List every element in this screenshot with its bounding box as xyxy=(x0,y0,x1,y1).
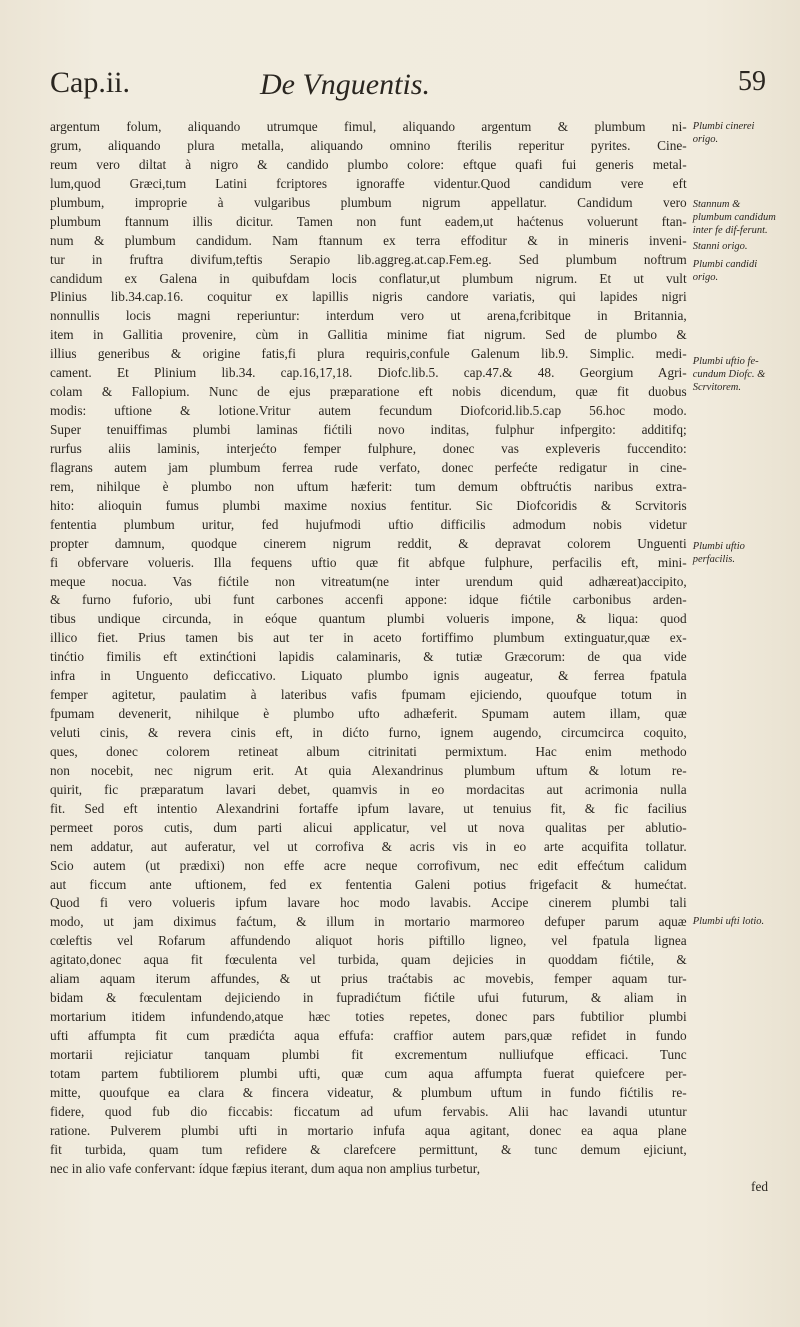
text-line: nonnullis locis magni reperiuntur: interdum vero ut arena,fcribitque in Britannia, xyxy=(50,308,687,324)
text-line: propter damnum, quodque cinerem nigrum reddit, & depravat colorem Unguenti xyxy=(50,535,687,551)
text-line: & furno fuforio, ubi funt carbones accenfi appone: idque fićtile carbonibus arden- xyxy=(50,592,687,608)
text-line: infra in Unguento deficcativo. Liquato plumbo ignis augeatur, & ferrea fpatula xyxy=(50,668,687,684)
text-line: quirit, fic præparatum lavari debet, quamvis in eo mordacitas aut acrimonia nulla xyxy=(50,781,687,797)
text-line: modo, ut jam diximus faćtum, & illum in mortario marmoreo defuper parum aquæ xyxy=(50,914,687,930)
text-line: bidam & fœculentam dejiciendo in fupradićtum fićtile ufui futurum, & aliam in xyxy=(50,990,687,1006)
text-line: candidum ex Galena in quibufdam locis conflatur,ut plumbum nigrum. Et ut vult xyxy=(50,270,687,286)
text-line: illius generibus & origine fatis,fi plura requiris,confule Galenum lib.9. Simplic. medi- xyxy=(50,346,687,362)
text-line: cament. Et Plinium lib.34. cap.16,17,18. Diofc.lib.5. cap.47.& 48. Georgium Agri- xyxy=(50,365,687,381)
margin-note: Stanni origo. xyxy=(692,241,748,252)
text-line: Quod fi vero volueris ipfum lavare hoc modo lavabis. Accipe cinerem plumbi tali xyxy=(50,895,687,911)
text-line: femper agitetur, paulatim à lateribus vafis fpumam ejiciendo, quoufque totum in xyxy=(50,687,687,703)
text-line: plumbum ftannum illis dicitur. Tamen non funt eadem,ut haćtenus voluerunt ftan- xyxy=(50,213,687,229)
text-line: num & plumbum candidum. Nam ftannum ex terra effoditur & in mineris inveni- xyxy=(50,232,687,248)
text-line: ufti affumpta fit cum prædićta aqua effufa: craffior autem pars,quæ refidet in fundo xyxy=(50,1028,687,1043)
text-line: nem addatur, aut auferatur, vel ut corrofiva & acris vis in eo arte acquifita tollatur. xyxy=(50,838,687,854)
text-line: fit turbida, quam tum refidere & clarefcere permittunt, & tunc demum ejiciunt, xyxy=(50,1141,687,1157)
margin-note: Plumbi cinerei origo. xyxy=(692,121,755,145)
text-line: tinćtio fimilis eft extinćtioni lapidis calaminaris, & tutiæ Græcorum: de qua vide xyxy=(50,649,687,665)
margin-note: Stannum & plumbum candidum inter fe dif-ferunt. xyxy=(692,199,776,236)
text-line: ques, donec colorem retineat album citrinitati permixtum. Hac enim methodo xyxy=(50,743,687,759)
text-line: fententia plumbum uritur, fed hujufmodi uftio difficilis admodum nobis videtur xyxy=(50,516,687,532)
text-line: item in Gallitia provenire, cùm in Gallitia minime fiat nigrum. Sed de plumbo & xyxy=(50,327,687,343)
main-text-block xyxy=(50,118,687,1179)
text-line: mortarium itidem infundendo,atque hæc toties repetes, donec pars fubtilior plumbi xyxy=(50,1009,687,1025)
text-line: reum vero diltat à nigro & candido plumbo colore: eftque quafi fui generis metal- xyxy=(50,156,687,172)
text-line: colam & Fallopium. Nunc de ejus præparatione eft nobis dicendum, quæ fit duobus xyxy=(50,384,687,400)
text-line: modis: uftione & lotione.Vritur autem fecundum Diofcorid.lib.5.cap 56.hoc modo. xyxy=(50,403,687,419)
running-title: De Vnguentis. xyxy=(260,68,430,101)
text-line: Plinius lib.34.cap.16. coquitur ex lapillis nigris candore variatis, qui lapides nigri xyxy=(50,289,687,305)
text-line: fidere, quod fub dio ficcabis: ficcatum ad ufum fervabis. Alii hac lavandi utuntur xyxy=(50,1103,687,1119)
text-line: plumbum, improprie à vulgaribus plumbum nigrum appellatur. Candidum vero xyxy=(50,194,687,210)
margin-note: Plumbi uftio fe-cundum Diofc. & Scrvitorem. xyxy=(692,356,766,393)
text-line: aut ficcum ante uftionem, fed ex fententia Galeni potius frigefacit & humećtat. xyxy=(50,876,687,892)
text-line: tur in fruftra divifum,teftis Serapio lib.aggreg.at.cap.Fem.eg. Sed plumbum noftrum xyxy=(50,251,687,267)
catchword: fed xyxy=(751,1178,768,1194)
text-line: illico fiet. Prius tamen bis aut ter in aceto fortiffimo plumbum extinguatur,quæ ex- xyxy=(50,630,687,646)
text-line: cœleftis vel Rofarum affundendo aliquot horis piftillo ligneo, vel fpatula lignea xyxy=(50,933,687,949)
text-line: meque nocua. Vas fićtile non vitreatum(ne inter urendum quid adhæreat)accipito, xyxy=(50,573,687,589)
margin-note: Plumbi ufti lotio. xyxy=(692,916,765,927)
text-line: nec in alio vafe confervant: ídque fæpius iterant, dum aqua non amplius turbetur, xyxy=(50,1160,481,1176)
margin-note: Plumbi candidi origo. xyxy=(692,259,758,283)
text-line: grum, aliquando plura metalla, aliquando omnino fterilis reperitur pyrites. Cine- xyxy=(50,137,687,153)
text-line: fit. Sed eft intentio Alexandrini fortaffe ipfum lavare, ut tenuius fit, & fic facilius xyxy=(50,800,687,816)
text-line: permeet poros cutis, dum parti alicui applicatur, vel ut nova qualitas per ablutio- xyxy=(50,819,687,835)
text-line: aliam aquam iterum affundes, & ut prius traćtabis ac movebis, femper aquam tur- xyxy=(50,971,687,987)
text-line: totam partem fubtiliorem plumbi ufti, quæ cum aqua affumpta fuerat quiefcere per- xyxy=(50,1065,687,1081)
page-number: 59 xyxy=(738,66,766,97)
text-line: ratione. Pulverem plumbi ufti in mortario infufa aqua agitant, donec ea aqua plane xyxy=(50,1122,687,1138)
text-line: agitato,donec aqua fit fœculenta vel turbida, quam dejicies in quoddam fićtile, & xyxy=(50,952,687,968)
text-line: argentum folum, aliquando utrumque fimul, aliquando argentum & plumbum ni- xyxy=(50,119,687,134)
text-line: mortarii rejiciatur tanquam plumbi fit excrementum nulliufque efficaci. Tunc xyxy=(50,1046,687,1062)
chapter-label: Cap.ii. xyxy=(50,66,130,99)
text-line: fpumam devenerit, nihilque è plumbo ufto adhæferit. Spumam autem illam, quæ xyxy=(50,706,687,722)
text-line: non nocebit, nec nigrum erit. At quia Alexandrinus plumbum uftum & lotum re- xyxy=(50,762,687,778)
marginal-notes xyxy=(693,118,776,1179)
text-line: fi obfervare volueris. Illa fequens uftio quæ fit abfque fulphure, perfacilis eft, mini- xyxy=(50,554,687,570)
text-line: mitte, quoufque ea clara & fincera videatur, & plumbum uftum in fundo fićtilis re- xyxy=(50,1084,687,1100)
margin-note: Plumbi uftio perfacilis. xyxy=(692,541,745,565)
text-line: flagrans autem jam plumbum ferrea rude verfato, donec perfećte redigatur in cine- xyxy=(50,459,687,475)
text-line: lum,quod Græci,tum Latini fcriptores ignoraffe videntur.Quod candidum vere eft xyxy=(50,175,687,191)
text-line: veluti cinis, & revera cinis eft, in dićto furno, ignem augendo, circumcirca coquito, xyxy=(50,725,687,740)
text-line: rem, nihilque è plumbo non uftum hæferit: tum demum obftrućtis naribus extra- xyxy=(50,478,687,494)
text-line: hito: alioquin fumus plumbi maxime noxius fentitur. Sic Diofcoridis & Scrvitoris xyxy=(50,497,687,513)
running-header xyxy=(50,66,776,106)
text-line: Scio autem (ut prædixi) non effe acre neque corrofivum, nec edit effećtum calidum xyxy=(50,857,687,873)
text-line: Super tenuiffimas plumbi laminas fićtili novo inditas, fulphur infpergito: additifq; xyxy=(50,422,687,437)
text-line: rurfus aliis laminis, interjećto femper fulphure, donec vas expleveris fuccendito: xyxy=(50,440,687,456)
text-line: tibus undique circunda, in eóque quantum plumbi volueris impone, & liqua: quod xyxy=(50,611,687,627)
